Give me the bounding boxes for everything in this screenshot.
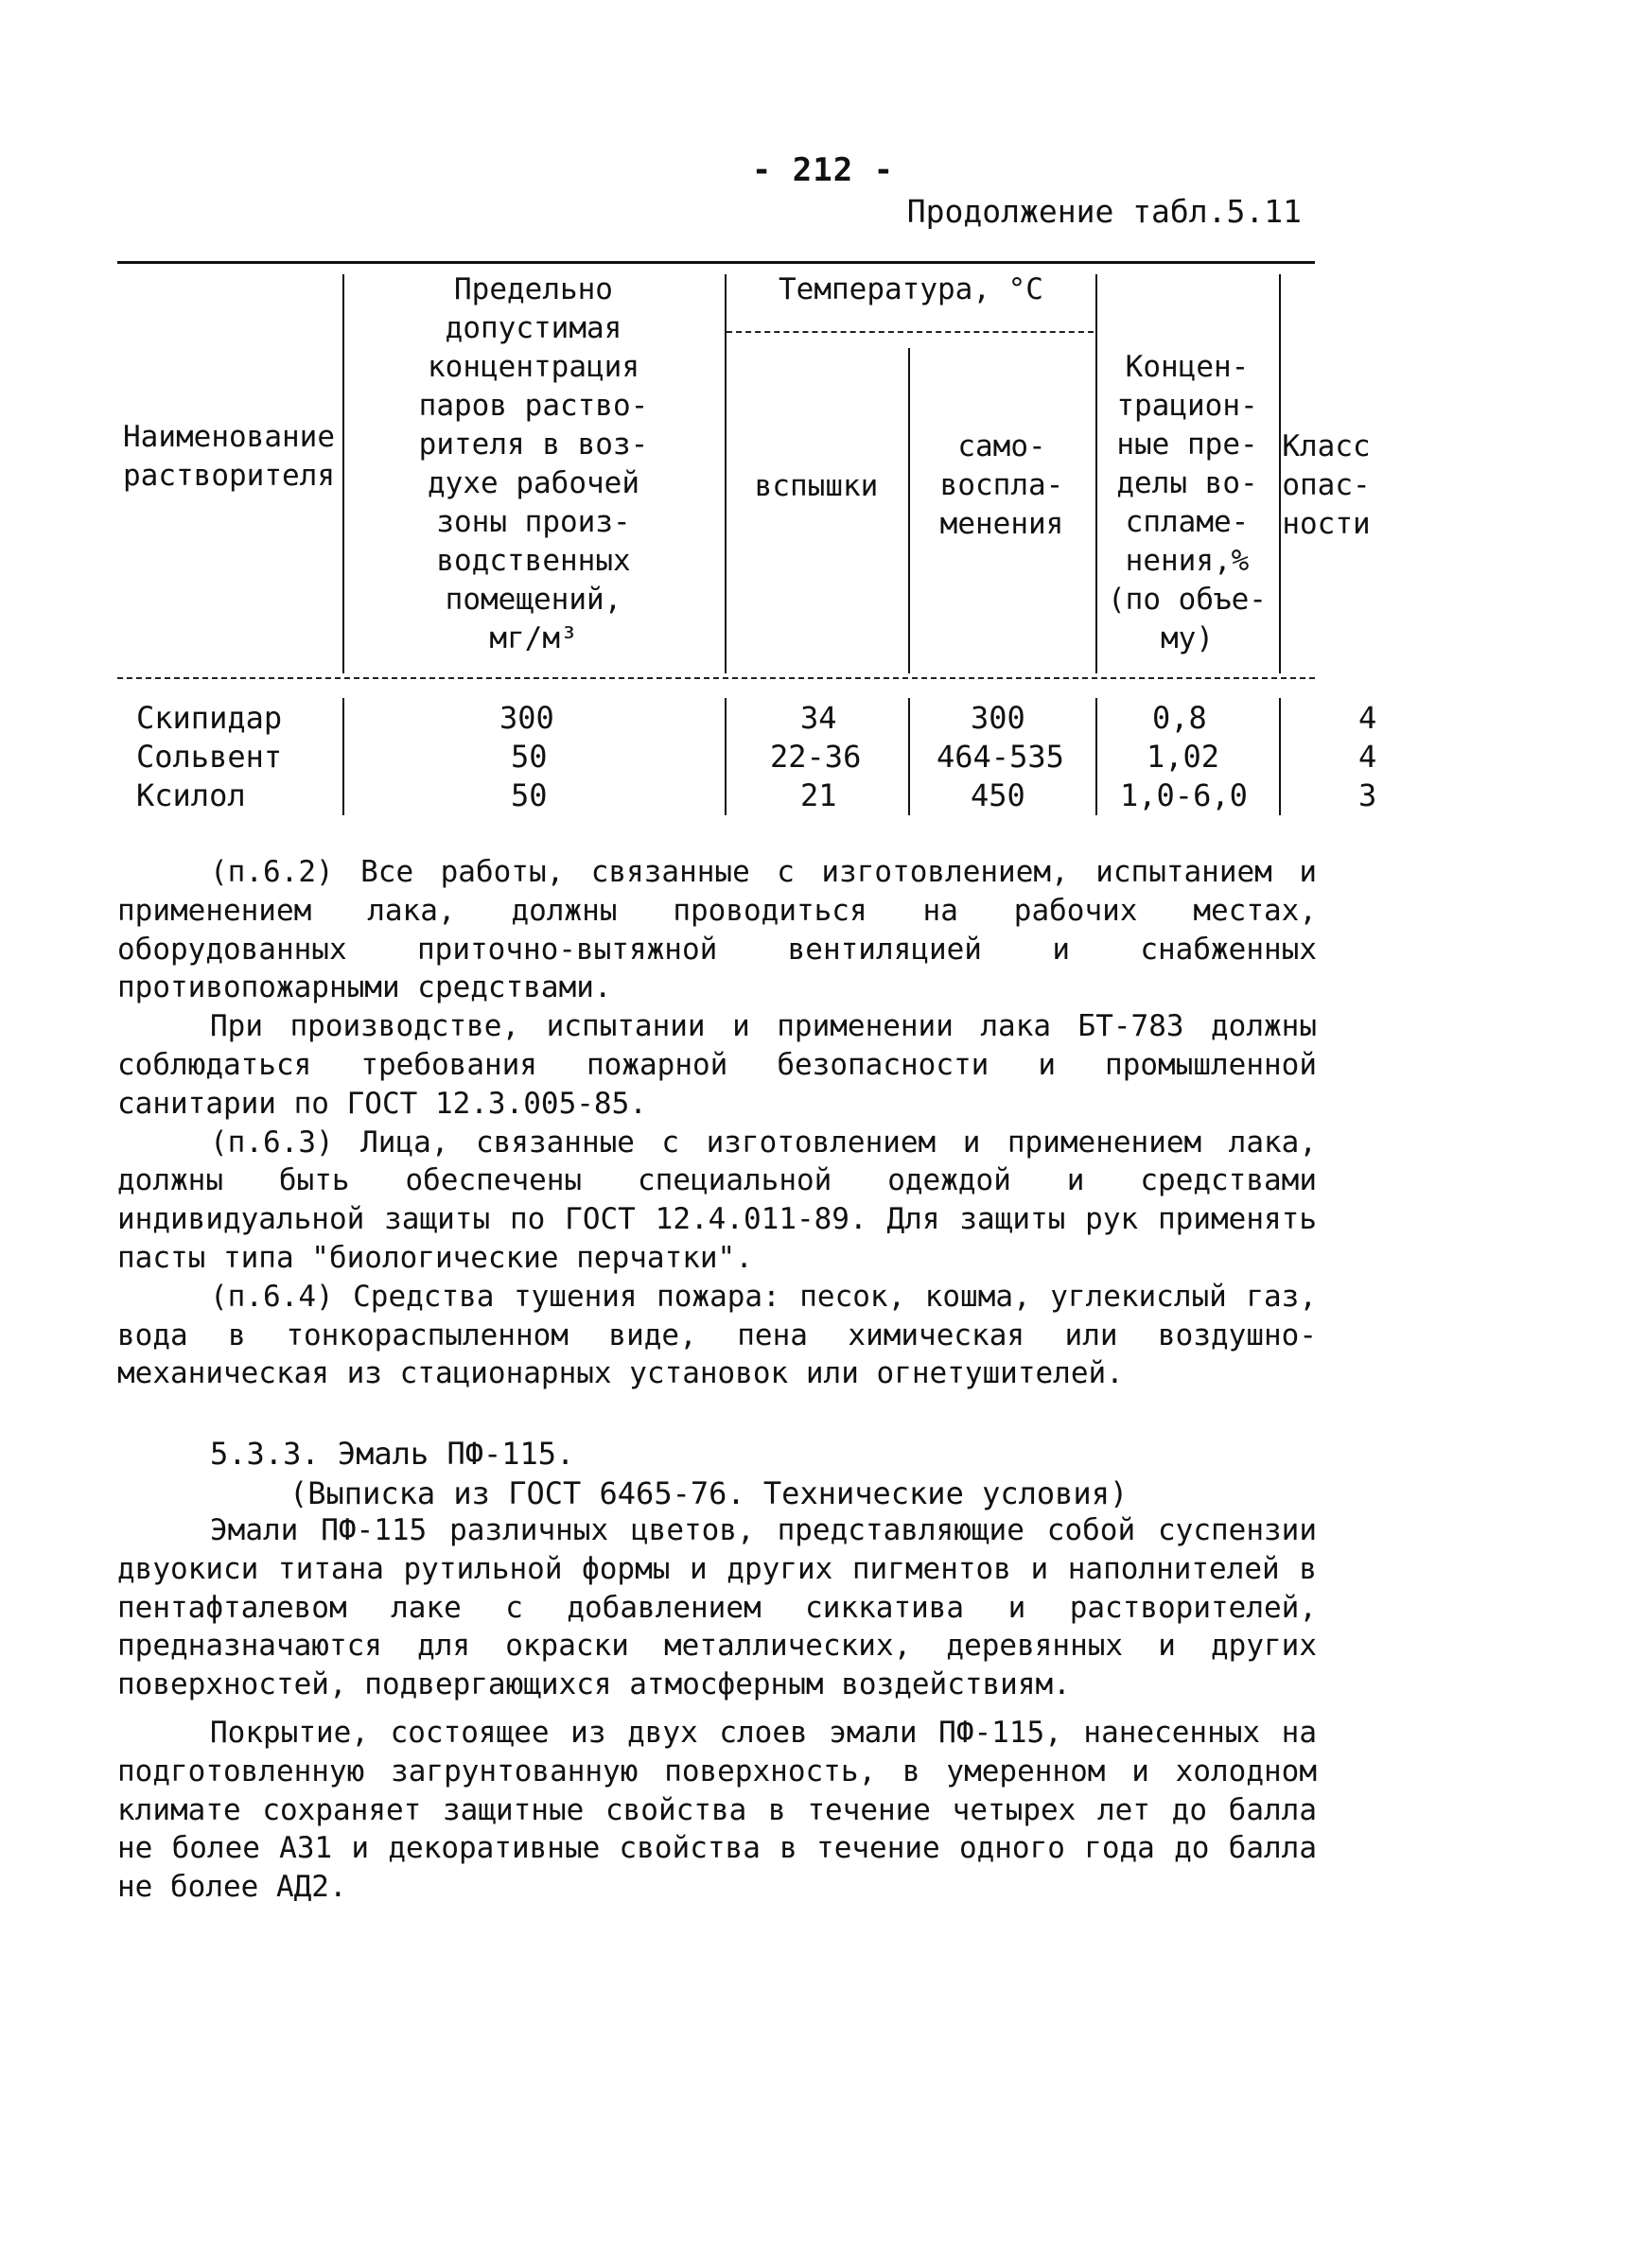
column-rule (1095, 698, 1097, 815)
header-hazard-class: Класс опас- ности (1282, 429, 1371, 541)
section-subheading: (Выписка из ГОСТ 6465-76. Технические условия) (289, 1475, 1129, 1511)
header-autoignition: само- воспла- менения (939, 429, 1064, 541)
temperature-divider (727, 331, 1094, 333)
column-rule (1095, 274, 1097, 673)
table-top-rule (117, 261, 1315, 264)
cell-concentration: 300 (499, 700, 554, 736)
cell-concentration: 50 (511, 739, 548, 775)
column-rule (725, 274, 727, 673)
cell-hazard-class: 3 (1358, 777, 1377, 813)
column-rule (908, 698, 910, 815)
cell-concentration: 50 (511, 777, 548, 813)
section-text (117, 1511, 1317, 1907)
paragraph-6-2: (п.6.2) Все работы, связанные с изготовлением, испытанием и применением лака, должны проводиться на рабочих местах, оборудованных приточно-вытяжной вентиляцией и снабженных противопожарными средствами. (117, 855, 1317, 1005)
header-flash-point: вспышки (754, 469, 879, 503)
paragraph-6-3: (п.6.3) Лица, связанные с изготовлением и применением лака, должны быть обеспечены специальной одеждой и средствами индивидуальной защиты по ГОСТ 12.4.011-89. Для защиты рук применять пасты типа "биологические перчатки". (117, 1125, 1317, 1275)
header-solvent-name: Наименование растворителя (123, 420, 335, 493)
cell-flash-point: 34 (800, 700, 837, 736)
cell-flash-point: 21 (800, 777, 837, 813)
cell-explosion-limits: 1,02 (1147, 739, 1220, 775)
column-rule (342, 274, 344, 673)
cell-autoignition: 464-535 (937, 739, 1064, 775)
paragraph-enamel-description: Эмали ПФ-115 различных цветов, представляющие собой суспензии двуокиси титана рутильной формы и других пигментов и наполнителей в пентафталевом лаке с добавлением сиккатива и растворителей, предназначаются для окраски металлических, деревянных и других поверхностей, подвергающихся атмосферным воздействиям. (117, 1513, 1317, 1702)
paragraph-6-4: (п.6.4) Средства тушения пожара: песок, кошма, углекислый газ, вода в тонкораспыленном виде, пена химическая или воздушно-механическая из стационарных установок или огнетушителей. (117, 1279, 1317, 1391)
column-rule (1279, 274, 1281, 673)
column-rule (342, 698, 344, 815)
header-divider (117, 677, 1315, 679)
cell-solvent-name: Скипидар (136, 700, 283, 736)
cell-flash-point: 22-36 (770, 739, 862, 775)
column-rule (725, 698, 727, 815)
cell-explosion-limits: 0,8 (1152, 700, 1207, 736)
cell-solvent-name: Сольвент (136, 739, 283, 775)
header-explosion-limits: Концен- трацион- ные пре- делы во- спламе- нения,% (по объе- му) (1108, 350, 1267, 655)
cell-autoignition: 300 (971, 700, 1025, 736)
header-max-concentration: Предельно допустимая концентрация паров раство- рителя в воз- духе рабочей зоны произ- водственных помещений, мг/м³ (418, 272, 649, 655)
table-continuation-caption: Продолжение табл.5.11 (906, 193, 1302, 230)
cell-explosion-limits: 1,0-6,0 (1120, 777, 1248, 813)
cell-solvent-name: Ксилол (136, 777, 246, 813)
section-heading: 5.3.3. Эмаль ПФ-115. (210, 1436, 575, 1472)
cell-autoignition: 450 (971, 777, 1025, 813)
page-number: - 212 - (751, 151, 895, 189)
paragraph-fire-safety: При производстве, испытании и применении лака БТ-783 должны соблюдаться требования пожарной безопасности и промышленной санитарии по ГОСТ 12.3.005-85. (117, 1009, 1317, 1121)
header-temperature: Температура, °С (779, 272, 1043, 306)
cell-hazard-class: 4 (1358, 739, 1377, 775)
cell-hazard-class: 4 (1358, 700, 1377, 736)
column-rule (1279, 698, 1281, 815)
column-rule (908, 348, 910, 673)
safety-text (117, 853, 1317, 1393)
paragraph-coating-properties: Покрытие, состоящее из двух слоев эмали ПФ-115, нанесенных на подготовленную загрунтованную поверхность, в умеренном и холодном климате сохраняет защитные свойства в течение четырех лет до балла не более АЗ1 и декоративные свойства в течение одного года до балла не более АД2. (117, 1715, 1317, 1905)
